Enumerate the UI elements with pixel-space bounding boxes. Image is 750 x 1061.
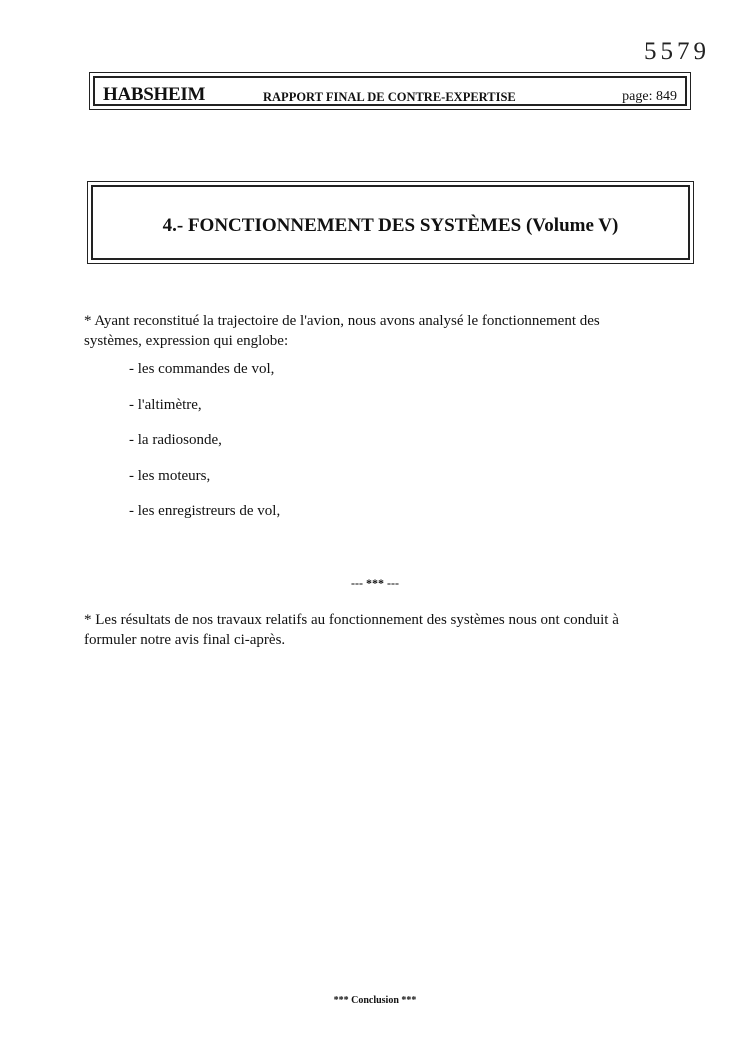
intro-paragraph: * Ayant reconstitué la trajectoire de l'avion, nous avons analysé le fonctionnement des systèmes, expression qui englobe: (84, 313, 600, 349)
list-item: - la radiosonde, (129, 432, 222, 448)
list-item: - l'altimètre, (129, 397, 202, 413)
list-item: - les enregistreurs de vol, (129, 503, 281, 519)
header-report-title: RAPPORT FINAL DE CONTRE-EXPERTISE (263, 90, 516, 104)
list-item: - les commandes de vol, (129, 361, 275, 377)
page-footer: *** Conclusion *** (333, 995, 417, 1006)
section-separator: --- *** --- (351, 576, 399, 590)
document-stamp-number: 5579 (644, 38, 710, 65)
conclusion-paragraph: * Les résultats de nos travaux relatifs au fonctionnement des systèmes nous ont conduit à formuler notre avis final ci-après. (84, 612, 619, 648)
page-header-inner-border (93, 76, 687, 106)
section-title-inner-border (91, 185, 690, 260)
header-page-number: page: 849 (622, 89, 677, 104)
section-title: 4.- FONCTIONNEMENT DES SYSTÈMES (Volume V) (162, 215, 619, 236)
section-title-box (87, 181, 694, 264)
list-item: - les moteurs, (129, 468, 211, 484)
header-case-name: HABSHEIM (103, 84, 206, 105)
page-header (89, 72, 691, 110)
